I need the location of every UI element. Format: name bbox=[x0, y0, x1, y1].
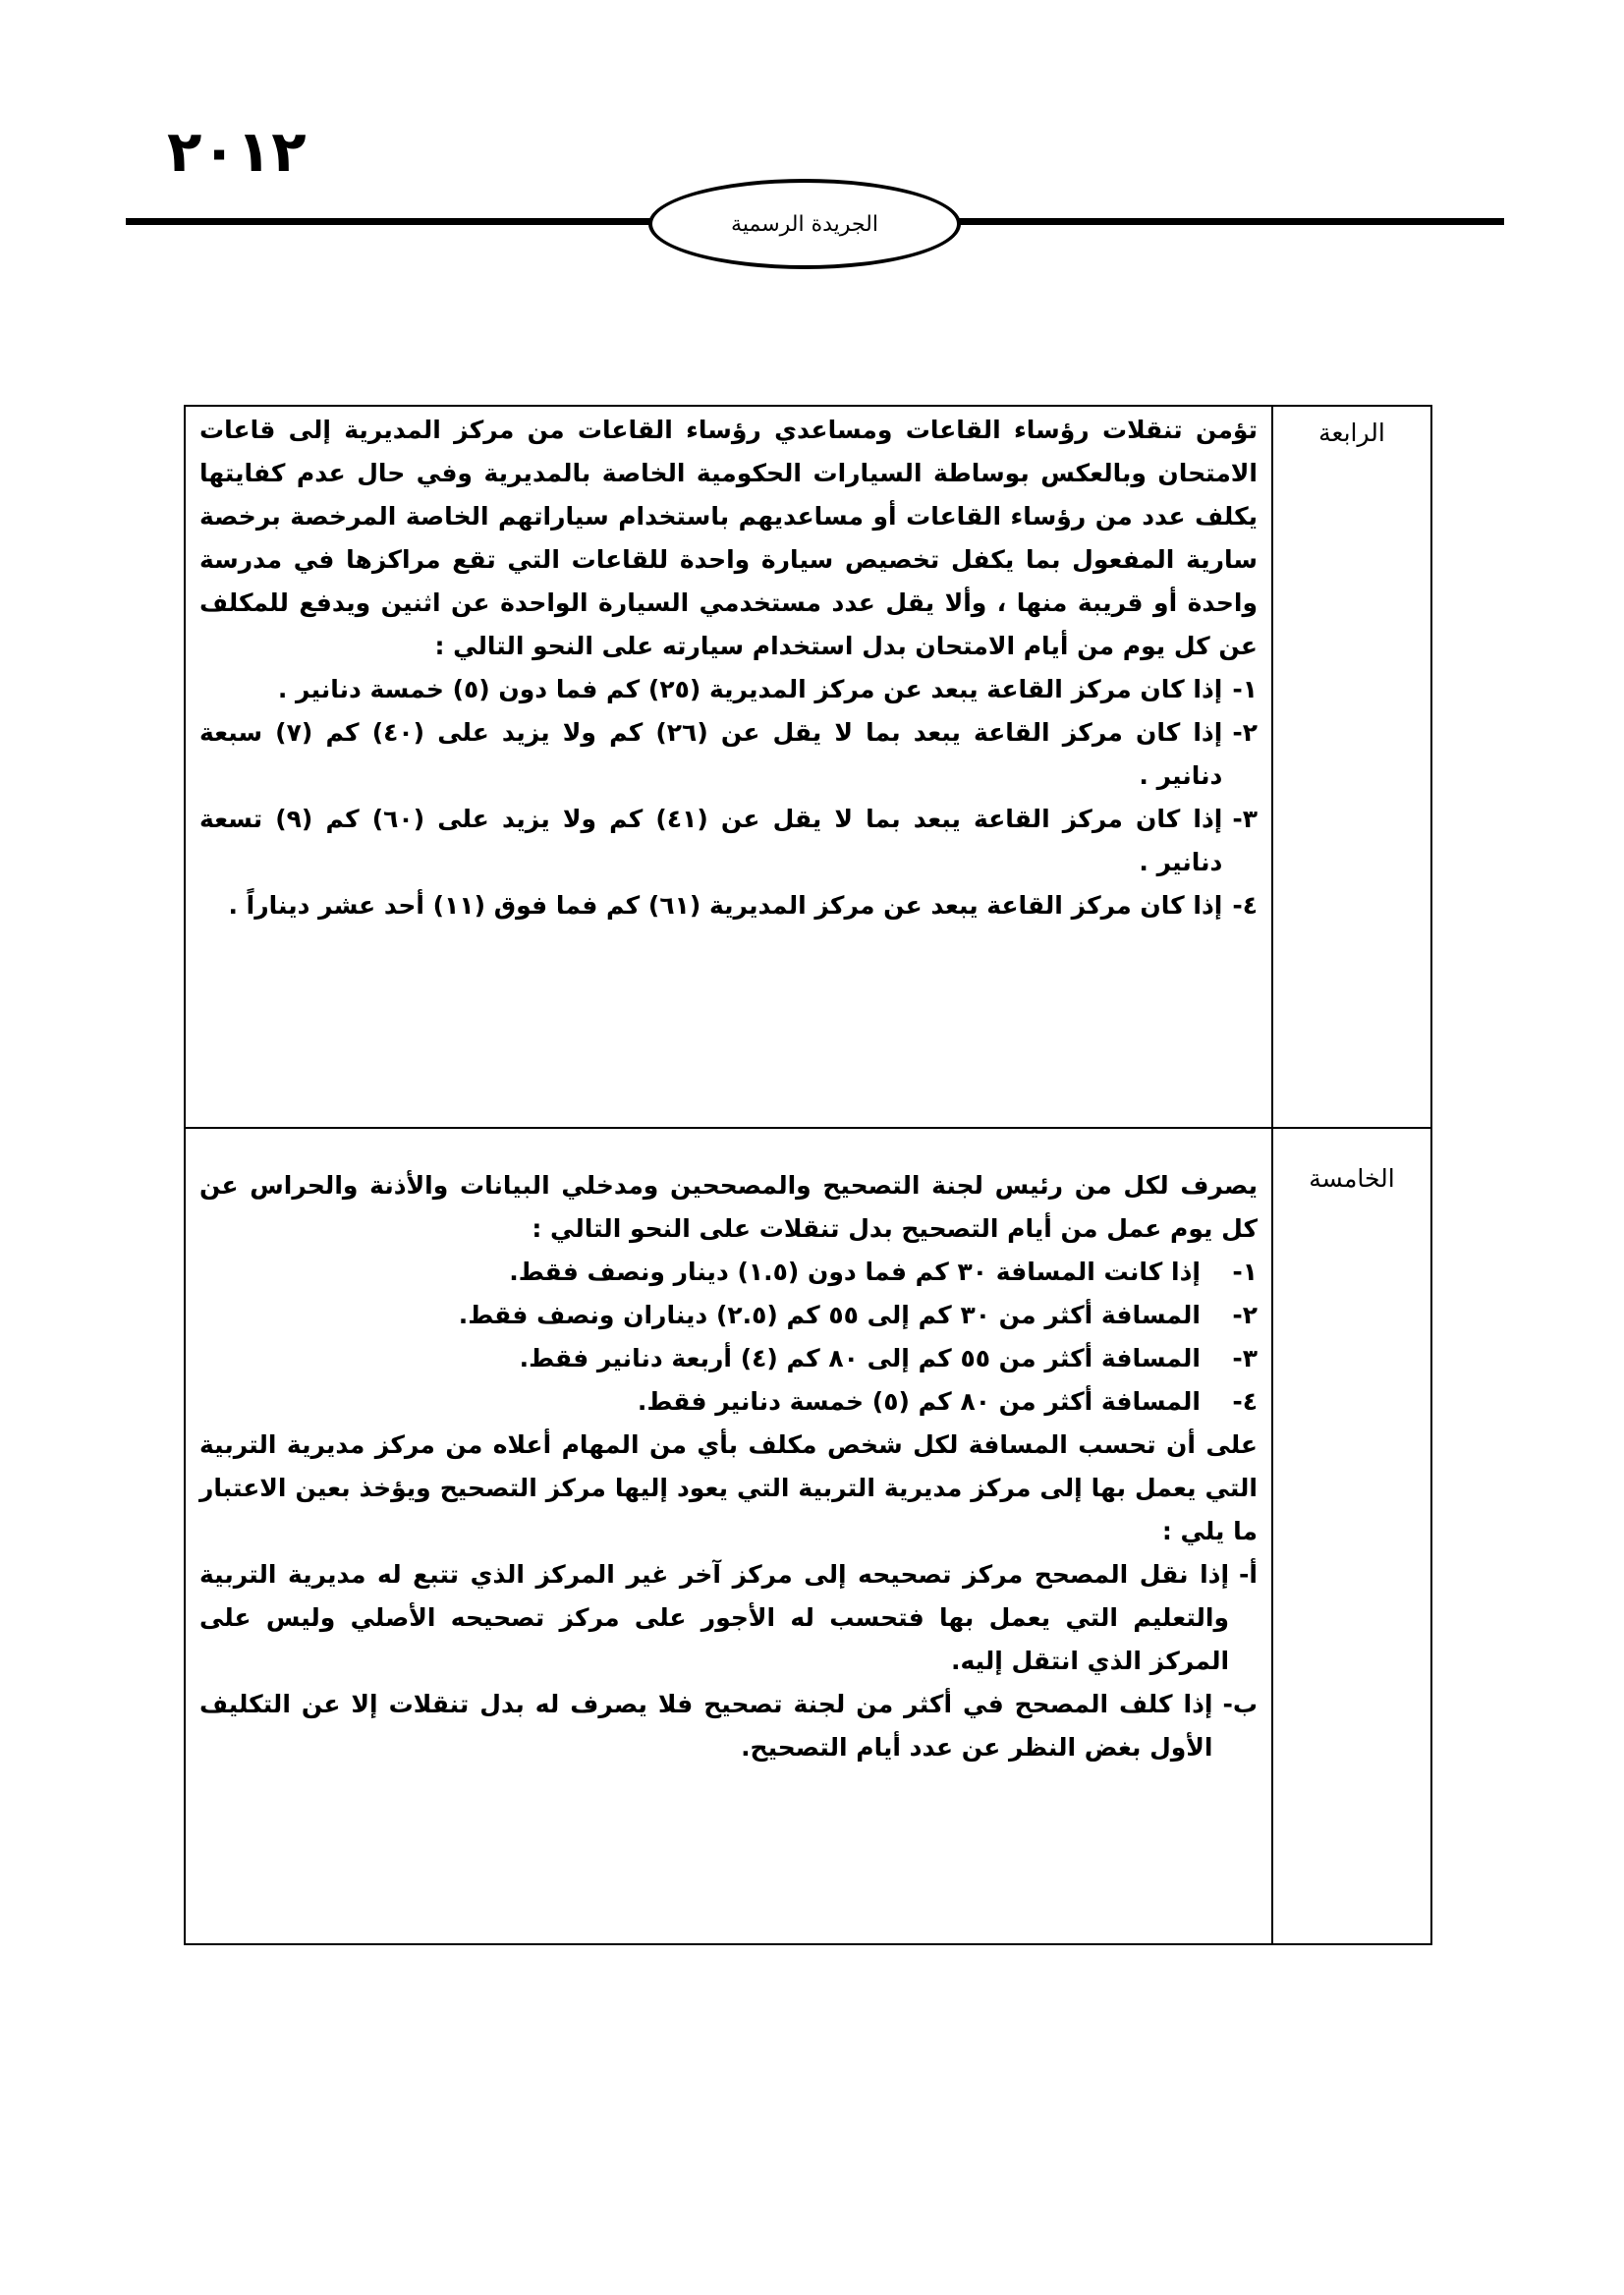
page-number: ٢٠١٢ bbox=[167, 118, 307, 185]
list-item bbox=[199, 1294, 1258, 1337]
table-row bbox=[185, 406, 1431, 1128]
list-item-letter: أ- bbox=[1239, 1560, 1258, 1589]
list-item-number: ٤- bbox=[1232, 891, 1258, 920]
gazette-name-badge bbox=[648, 179, 961, 269]
list-item bbox=[199, 711, 1258, 798]
list-item-text: إذا كان مركز القاعة يبعد بما لا يقل عن (٤١) كم ولا يزيد على (٦٠) كم (٩) تسعة دنانير . bbox=[199, 805, 1223, 876]
list-item bbox=[199, 798, 1258, 884]
list-item-text: إذا كان مركز القاعة يبعد عن مركز المديرية (٦١) كم فما فوق (١١) أحد عشر ديناراً . bbox=[228, 891, 1223, 920]
article-note: على أن تحسب المسافة لكل شخص مكلف بأي من المهام أعلاه من مركز مديرية التربية التي يعمل بها إلى مركز مديرية التربية التي يعود إليها مركز التصحيح ويؤخذ بعين الاعتبار ما يلي : bbox=[199, 1430, 1258, 1545]
list-item-text: إذا نقل المصحح مركز تصحيحه إلى مركز آخر غير المركز الذي تتبع له مديرية التربية والتعليم التي يعمل بها فتحسب له الأجور على مركز تصحيحه الأصلي وليس على المركز الذي انتقل إليه. bbox=[199, 1560, 1230, 1675]
article-content bbox=[185, 406, 1272, 1128]
list-item-number: ٣- bbox=[1232, 1344, 1258, 1372]
list-item bbox=[199, 884, 1258, 927]
list-item-text: إذا كان مركز القاعة يبعد بما لا يقل عن (٢٦) كم ولا يزيد على (٤٠) كم (٧) سبعة دنانير . bbox=[199, 718, 1223, 790]
list-item bbox=[199, 1553, 1258, 1683]
list-item bbox=[199, 1683, 1258, 1769]
list-item-number: ٢- bbox=[1232, 1301, 1258, 1329]
list-item-number: ١- bbox=[1232, 1258, 1258, 1286]
gazette-name: الجريدة الرسمية bbox=[731, 211, 878, 237]
list-item-number: ٢- bbox=[1232, 718, 1258, 747]
list-item-letter: ب- bbox=[1222, 1690, 1258, 1718]
list-item-text: المسافة أكثر من ٥٥ كم إلى ٨٠ كم (٤) أربعة دنانير فقط. bbox=[519, 1344, 1201, 1372]
list-item bbox=[199, 1380, 1258, 1424]
article-label: الخامسة bbox=[1272, 1128, 1431, 1944]
list-item-number: ٣- bbox=[1232, 805, 1258, 833]
list-item bbox=[199, 668, 1258, 711]
list-item-number: ١- bbox=[1232, 675, 1258, 703]
list-item-text: إذا كان مركز القاعة يبعد عن مركز المديرية (٢٥) كم فما دون (٥) خمسة دنانير . bbox=[277, 675, 1223, 703]
regulation-table bbox=[184, 405, 1432, 1945]
list-item-text: المسافة أكثر من ٨٠ كم (٥) خمسة دنانير فقط. bbox=[637, 1387, 1201, 1416]
table-row bbox=[185, 1128, 1431, 1944]
list-item-text: المسافة أكثر من ٣٠ كم إلى ٥٥ كم (٢.٥) ديناران ونصف فقط. bbox=[458, 1301, 1201, 1329]
list-item-text: إذا كلف المصحح في أكثر من لجنة تصحيح فلا يصرف له بدل تنقلات إلا عن التكليف الأول بغض النظر عن عدد أيام التصحيح. bbox=[199, 1690, 1213, 1762]
list-item bbox=[199, 1337, 1258, 1380]
list-item bbox=[199, 1251, 1258, 1294]
article-intro: يصرف لكل من رئيس لجنة التصحيح والمصححين ومدخلي البيانات والأذنة والحراس عن كل يوم عمل من أيام التصحيح بدل تنقلات على النحو التالي : bbox=[199, 1171, 1258, 1243]
list-item-text: إذا كانت المسافة ٣٠ كم فما دون (١.٥) دينار ونصف فقط. bbox=[509, 1258, 1201, 1286]
article-intro: تؤمن تنقلات رؤساء القاعات ومساعدي رؤساء القاعات من مركز المديرية إلى قاعات الامتحان وبالعكس بوساطة السيارات الحكومية الخاصة بالمديرية وفي حال عدم كفايتها يكلف عدد من رؤساء القاعات أو مساعديهم باستخدام سياراتهم الخاصة المرخصة برخصة سارية المفعول بما يكفل تخصيص سيارة واحدة للقاعات التي تقع مراكزها في مدرسة واحدة أو قريبة منها ، وألا يقل عدد مستخدمي السيارة الواحدة عن اثنين ويدفع للمكلف عن كل يوم من أيام الامتحان بدل استخدام سيارته على النحو التالي : bbox=[199, 416, 1258, 660]
article-label: الرابعة bbox=[1272, 406, 1431, 1128]
article-content bbox=[185, 1128, 1272, 1944]
list-item-number: ٤- bbox=[1232, 1387, 1258, 1416]
